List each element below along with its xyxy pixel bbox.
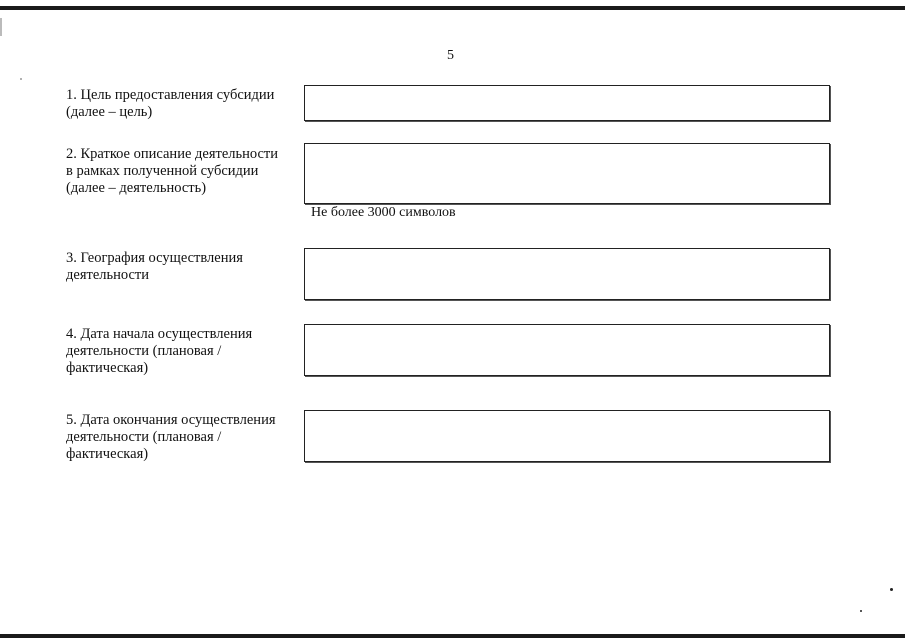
label-line: деятельности (плановая / — [66, 429, 222, 445]
scan-speck — [860, 610, 862, 612]
scan-artifact — [0, 18, 2, 36]
geography-input-box[interactable] — [304, 248, 830, 300]
field-label-goal — [66, 87, 296, 121]
activity-description-input-box[interactable] — [304, 143, 830, 204]
character-limit-hint: Не более 3000 символов — [311, 205, 456, 220]
field-label-activity — [66, 146, 296, 197]
bottom-border-line — [0, 634, 905, 638]
label-line: 3. География осуществления — [66, 250, 243, 266]
field-label-end-date — [66, 412, 296, 463]
start-date-input-box[interactable] — [304, 324, 830, 376]
goal-input-box[interactable] — [304, 85, 830, 121]
label-line: фактическая) — [66, 446, 149, 462]
label-line: деятельности (плановая / — [66, 343, 222, 359]
scan-speck — [890, 588, 893, 591]
label-line: 4. Дата начала осуществления — [66, 326, 253, 342]
scan-speck — [20, 78, 22, 80]
page-number: 5 — [447, 48, 454, 63]
end-date-input-box[interactable] — [304, 410, 830, 462]
top-border-line — [0, 6, 905, 10]
field-label-start-date — [66, 326, 296, 377]
label-line: (далее – деятельность) — [66, 180, 207, 196]
label-line: 1. Цель предоставления субсидии — [66, 87, 275, 103]
label-line: деятельности — [66, 267, 150, 283]
label-line: (далее – цель) — [66, 104, 153, 120]
label-line: фактическая) — [66, 360, 149, 376]
label-line: 2. Краткое описание деятельности — [66, 146, 279, 162]
field-label-geography — [66, 250, 296, 284]
label-line: в рамках полученной субсидии — [66, 163, 259, 179]
label-line: 5. Дата окончания осуществления — [66, 412, 276, 428]
